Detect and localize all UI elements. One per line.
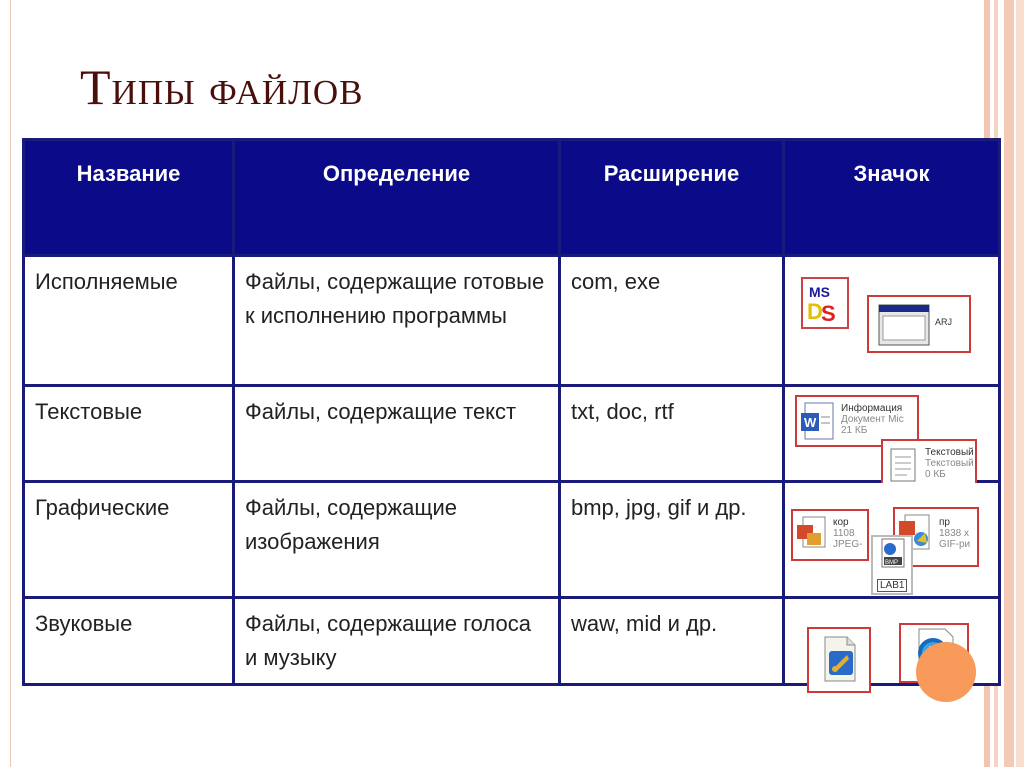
column-header-name: Название <box>24 140 234 256</box>
column-header-icon: Значок <box>784 140 1000 256</box>
slide-title: Типы файлов <box>80 59 364 115</box>
cell-extension: bmp, jpg, gif и др. <box>560 482 784 598</box>
sound-file-icon <box>807 627 871 693</box>
cell-icons <box>784 386 1000 482</box>
svg-text:D: D <box>807 299 823 324</box>
cell-extension: waw, mid и др. <box>560 598 784 685</box>
word-document-icon: W Информация Документ Mic 21 КБ <box>795 395 919 447</box>
file-types-table <box>22 138 1001 686</box>
decor-circle <box>916 642 976 702</box>
cell-definition: Файлы, содержащие голоса и музыку <box>234 598 560 685</box>
ms-dos-icon <box>801 277 849 329</box>
table-row <box>24 482 1000 598</box>
svg-text:S: S <box>821 301 836 326</box>
cell-name: Исполняемые <box>24 256 234 386</box>
table-row <box>24 598 1000 685</box>
gif-image-icon: пр 1838 x GIF-ри <box>893 507 979 567</box>
header-row <box>24 140 1000 256</box>
cell-name: Графические <box>24 482 234 598</box>
bmp-image-icon: BMP LAB1 <box>871 535 913 595</box>
svg-text:BMP: BMP <box>885 560 899 566</box>
cell-definition: Файлы, содержащие текст <box>234 386 560 482</box>
jpeg-image-icon: кор 1108 JPEG- <box>791 509 869 561</box>
cell-definition: Файлы, содержащие готовые к исполнению программы <box>234 256 560 386</box>
cell-extension: txt, doc, rtf <box>560 386 784 482</box>
svg-text:ARJ: ARJ <box>935 317 953 327</box>
cell-extension: com, exe <box>560 256 784 386</box>
application-window-icon <box>867 295 971 353</box>
cell-icons <box>784 482 1000 598</box>
column-header-extension: Расширение <box>560 140 784 256</box>
column-header-definition: Определение <box>234 140 560 256</box>
svg-text:MS: MS <box>809 284 830 300</box>
cell-name: Текстовые <box>24 386 234 482</box>
table-row <box>24 386 1000 482</box>
svg-text:W: W <box>804 415 817 430</box>
table-row <box>24 256 1000 386</box>
cell-definition: Файлы, содержащие изображения <box>234 482 560 598</box>
text-document-icon: Текстовый Текстовый 0 КБ <box>881 439 977 489</box>
cell-name: Звуковые <box>24 598 234 685</box>
cell-icons <box>784 256 1000 386</box>
decor-stripe <box>1004 0 1014 767</box>
decor-stripe <box>1016 0 1024 767</box>
